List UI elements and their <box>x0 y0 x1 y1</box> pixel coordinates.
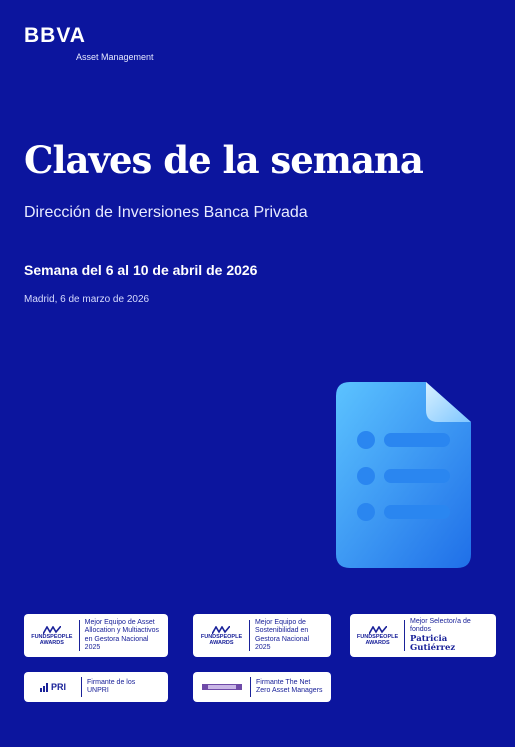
fundspeople-awards-logo: FUNDSPEOPLE AWARDS <box>30 626 74 646</box>
award-text-line: Firmante de los <box>87 678 136 686</box>
award-text-line: Mejor Equipo de <box>254 618 306 626</box>
bbva-logo <box>24 24 154 62</box>
brand-name: BBVA <box>24 24 86 47</box>
award-text-line: Mejor Selector/a de fondos <box>410 617 471 633</box>
week-range: Semana del 6 al 10 de abril de 2026 <box>24 262 258 278</box>
award-text-line: Allocation y Multiactivos <box>84 627 159 634</box>
publication-date: Madrid, 6 de marzo de 2026 <box>24 294 150 305</box>
award-highlight-name: Patricia Gutiérrez <box>410 633 456 653</box>
award-sostenibilidad <box>193 614 331 657</box>
award-net-zero <box>193 672 331 702</box>
award-text-line: Mejor Equipo de Asset <box>84 618 155 626</box>
page-subtitle: Dirección de Inversiones Banca Privada <box>24 204 308 221</box>
award-text-line: Sostenibilidad en <box>254 627 309 634</box>
award-text-line: Firmante The Net <box>256 678 311 686</box>
award-text-line: Gestora Nacional 2025 <box>254 635 310 651</box>
award-text-line: UNPRI <box>87 687 109 694</box>
award-text-line: Zero Asset Managers <box>256 687 323 694</box>
award-asset-allocation <box>24 614 168 657</box>
nzam-logo <box>199 684 245 690</box>
fundspeople-awards-logo: FUNDSPEOPLE AWARDS <box>199 626 244 646</box>
fundspeople-awards-logo: FUNDSPEOPLE AWARDS <box>356 626 399 646</box>
pri-logo: PRI <box>30 682 76 692</box>
document-list-icon <box>336 382 476 577</box>
page-title: Claves de la semana <box>24 138 423 182</box>
award-unpri <box>24 672 168 702</box>
award-mejor-selector <box>350 614 496 657</box>
brand-subtitle: Asset Management <box>76 52 154 62</box>
award-text-line: en Gestora Nacional 2025 <box>84 635 149 651</box>
